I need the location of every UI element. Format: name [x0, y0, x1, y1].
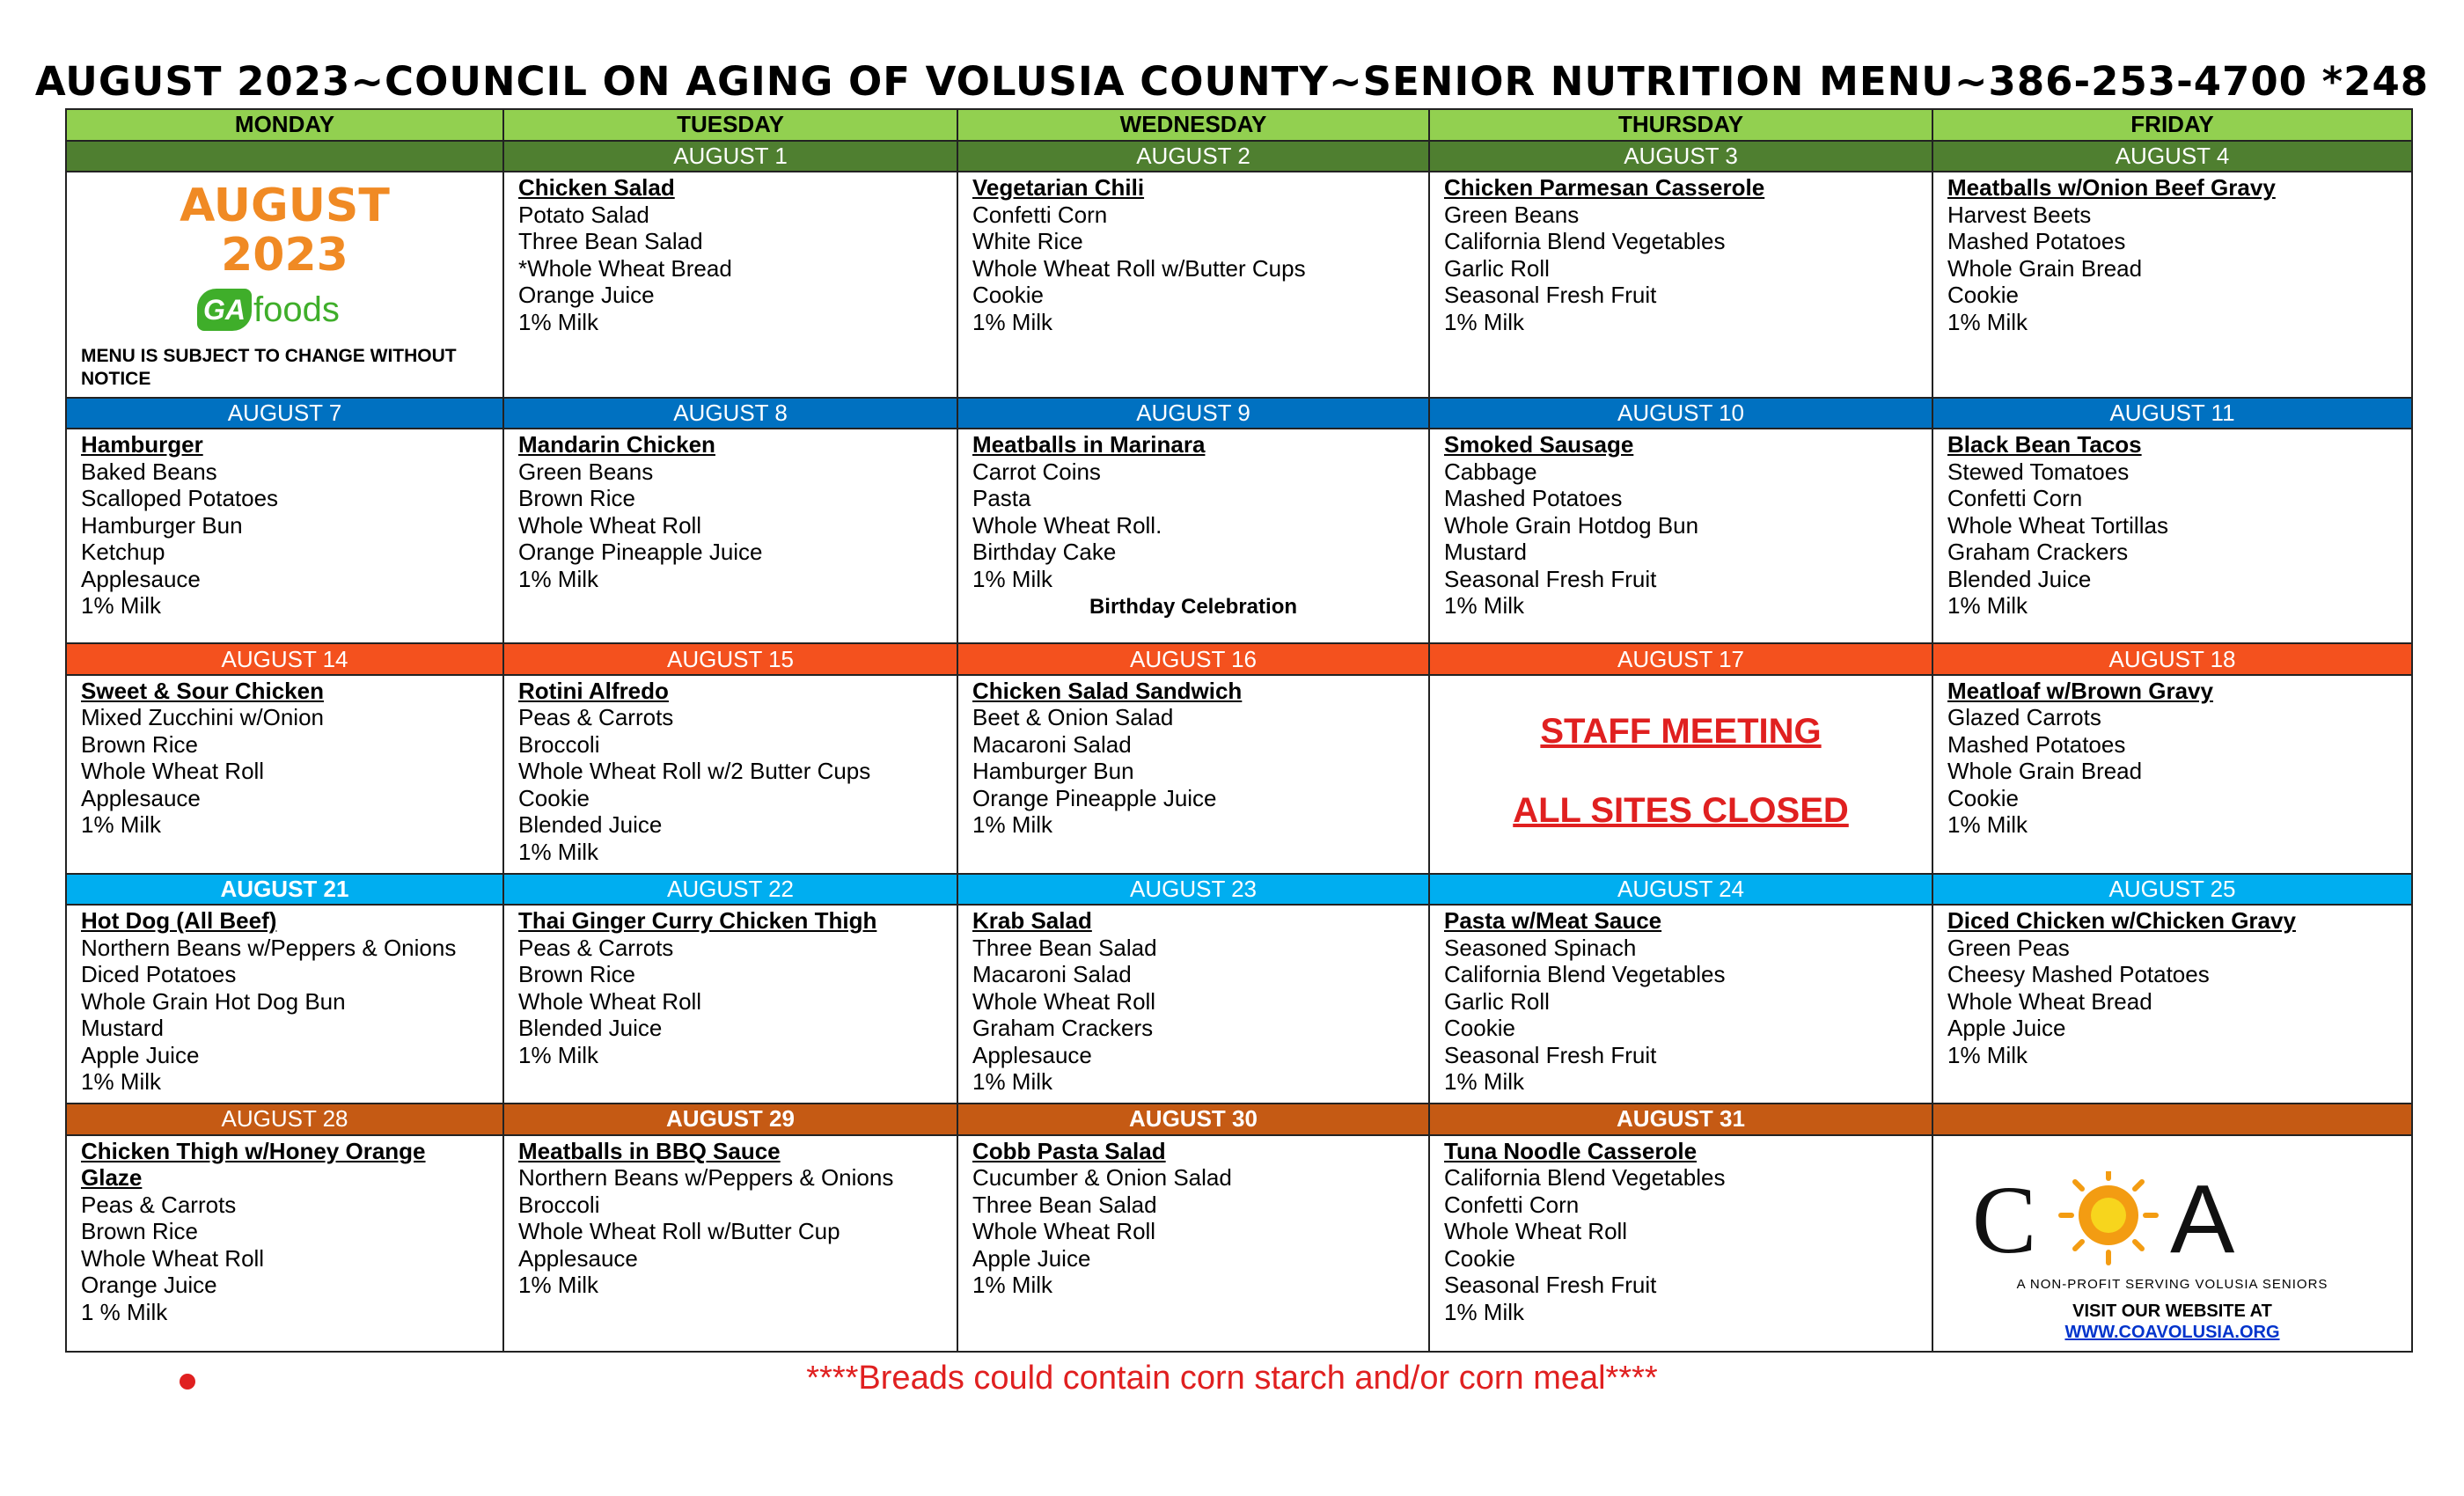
entree-name: Tuna Noodle Casserole [1444, 1137, 1698, 1164]
menu-item: Whole Wheat Roll [1444, 1218, 1628, 1245]
menu-item: Blended Juice [518, 811, 663, 839]
menu-item: Potato Salad [518, 201, 649, 228]
menu-item: Apple Juice [972, 1244, 1091, 1272]
entree-name: Rotini Alfredo [518, 677, 669, 704]
menu-item: 1% Milk [518, 838, 599, 865]
menu-item: 1% Milk [518, 565, 599, 592]
date-cell: AUGUST 28 [66, 1104, 503, 1135]
menu-item: Mixed Zucchini w/Onion [81, 704, 324, 731]
date-cell: AUGUST 15 [503, 643, 957, 675]
menu-item: Whole Wheat Roll [81, 1244, 265, 1272]
menu-item: Three Bean Salad [518, 228, 703, 255]
menu-cell [503, 675, 957, 874]
menu-item: Applesauce [518, 1244, 638, 1272]
change-notice: MENU IS SUBJECT TO CHANGE WITHOUT NOTICE [81, 346, 457, 390]
menu-cell [503, 905, 957, 1104]
menu-item: Brown Rice [81, 1218, 198, 1245]
entree-name: Black Bean Tacos [1947, 431, 2142, 458]
menu-row-week-1 [66, 172, 2412, 397]
menu-item: Whole Wheat Tortillas [1947, 511, 2168, 539]
special-note: Birthday Celebration [1089, 595, 1298, 620]
entree-name: Chicken Thigh w/Honey Orange Glaze [81, 1137, 426, 1192]
coa-tagline: A NON-PROFIT SERVING VOLUSIA SENIORS [2016, 1276, 2328, 1292]
date-cell [66, 141, 503, 172]
menu-item: Glazed Carrots [1947, 704, 2101, 731]
menu-cell [1429, 905, 1932, 1104]
date-row-week-5 [66, 1104, 2412, 1135]
menu-item: Three Bean Salad [972, 934, 1157, 961]
menu-item: Carrot Coins [972, 458, 1101, 485]
menu-row-week-4 [66, 905, 2412, 1104]
menu-item: Stewed Tomatoes [1947, 458, 2130, 485]
menu-item: 1% Milk [1444, 592, 1525, 620]
coa-visit-label: VISIT OUR WEBSITE AT [2072, 1301, 2272, 1321]
menu-item: Cabbage [1444, 458, 1537, 485]
menu-item: White Rice [972, 228, 1083, 255]
menu-item: Seasonal Fresh Fruit [1444, 1041, 1657, 1068]
month-banner [67, 181, 502, 280]
menu-cell [957, 429, 1429, 643]
menu-item: Baked Beans [81, 458, 217, 485]
date-cell [1932, 1104, 2412, 1135]
menu-cell [66, 429, 503, 643]
menu-item: Peas & Carrots [81, 1191, 237, 1218]
menu-item: 1% Milk [972, 1068, 1053, 1096]
weekday-header-row [66, 109, 2412, 141]
date-cell: AUGUST 3 [1429, 141, 1932, 172]
menu-item: 1% Milk [81, 592, 162, 620]
menu-item: Seasonal Fresh Fruit [1444, 1272, 1657, 1299]
menu-item: Seasoned Spinach [1444, 934, 1637, 961]
menu-item: Seasonal Fresh Fruit [1444, 282, 1657, 309]
entree-name: Meatballs w/Onion Beef Gravy [1947, 174, 2276, 202]
date-row-week-3 [66, 643, 2412, 675]
menu-item: 1% Milk [518, 1041, 599, 1068]
menu-item: Brown Rice [518, 485, 635, 512]
menu-item: 1% Milk [518, 308, 599, 335]
menu-item: Orange Juice [518, 282, 655, 309]
page-title: AUGUST 2023~COUNCIL ON AGING OF VOLUSIA COUNTY~SENIOR NUTRITION MENU~386-253-4700 *248 [34, 58, 2430, 105]
menu-cell [957, 172, 1429, 397]
date-cell: AUGUST 30 [957, 1104, 1429, 1135]
date-cell: AUGUST 1 [503, 141, 957, 172]
day-header-monday: MONDAY [66, 109, 503, 141]
menu-item: Whole Wheat Roll [972, 1218, 1156, 1245]
date-cell: AUGUST 29 [503, 1104, 957, 1135]
menu-cell [1429, 429, 1932, 643]
menu-item: 1% Milk [1947, 308, 2028, 335]
day-header-tuesday: TUESDAY [503, 109, 957, 141]
menu-item: Brown Rice [518, 961, 635, 988]
menu-item: Northern Beans w/Peppers & Onions [518, 1164, 894, 1192]
menu-item: Whole Grain Bread [1947, 254, 2143, 282]
menu-item: Green Beans [1444, 201, 1580, 228]
ga-logo-word: foods [253, 290, 340, 330]
date-row-week-1 [66, 141, 2412, 172]
menu-cell [1932, 675, 2412, 874]
coa-website-link[interactable]: WWW.COAVOLUSIA.ORG [2064, 1322, 2280, 1342]
menu-item: Seasonal Fresh Fruit [1444, 565, 1657, 592]
menu-item: 1% Milk [1947, 592, 2028, 620]
entree-name: Thai Ginger Curry Chicken Thigh [518, 907, 877, 935]
menu-item: 1% Milk [1947, 1041, 2028, 1068]
menu-item: 1% Milk [81, 1068, 162, 1096]
menu-item: Diced Potatoes [81, 961, 237, 988]
entree-name: Chicken Parmesan Casserole [1444, 174, 1765, 202]
menu-item: Brown Rice [81, 730, 198, 758]
menu-item: Mashed Potatoes [1947, 730, 2126, 758]
menu-item: Orange Pineapple Juice [972, 784, 1217, 811]
menu-item: Cookie [1444, 1015, 1515, 1042]
menu-row-week-2 [66, 429, 2412, 643]
menu-item: Garlic Roll [1444, 987, 1550, 1015]
menu-item: Mashed Potatoes [1444, 485, 1623, 512]
menu-cell [1429, 1135, 1932, 1352]
entree-name: Smoked Sausage [1444, 431, 1634, 458]
staff-meeting-notice: STAFF MEETING [1540, 711, 1822, 751]
menu-item: 1% Milk [518, 1272, 599, 1299]
menu-item: California Blend Vegetables [1444, 228, 1726, 255]
entree-name: Pasta w/Meat Sauce [1444, 907, 1662, 935]
menu-row-week-5 [66, 1135, 2412, 1352]
menu-item: Cookie [1444, 1244, 1515, 1272]
menu-item: Confetti Corn [1947, 485, 2083, 512]
entree-name: Hamburger [81, 431, 203, 458]
coa-logo [1972, 1171, 2368, 1268]
menu-item: Mustard [1444, 539, 1527, 566]
menu-item: Blended Juice [1947, 565, 2092, 592]
menu-item: Hamburger Bun [972, 758, 1134, 785]
menu-item: Ketchup [81, 539, 165, 566]
menu-item: Confetti Corn [972, 201, 1108, 228]
menu-item: Cheesy Mashed Potatoes [1947, 961, 2210, 988]
entree-name: Mandarin Chicken [518, 431, 715, 458]
menu-item: Whole Grain Bread [1947, 758, 2143, 785]
menu-item: Birthday Cake [972, 539, 1117, 566]
coa-cell [1932, 1135, 2412, 1352]
entree-name: Vegetarian Chili [972, 174, 1145, 202]
menu-item: Broccoli [518, 730, 600, 758]
menu-item: Graham Crackers [972, 1015, 1154, 1042]
menu-item: Whole Wheat Bread [1947, 987, 2152, 1015]
date-cell: AUGUST 10 [1429, 398, 1932, 429]
menu-cell [1932, 905, 2412, 1104]
menu-item: Applesauce [972, 1041, 1092, 1068]
entree-name: Meatballs in BBQ Sauce [518, 1137, 781, 1164]
menu-item: California Blend Vegetables [1444, 1164, 1726, 1192]
footer-note: ****Breads could contain corn starch and/or corn meal**** [806, 1360, 1658, 1397]
menu-item: Whole Wheat Roll w/Butter Cup [518, 1218, 840, 1245]
promo-cell [66, 172, 503, 397]
menu-item: Orange Juice [81, 1272, 217, 1299]
menu-item: California Blend Vegetables [1444, 961, 1726, 988]
entree-name: Hot Dog (All Beef) [81, 907, 277, 935]
menu-item: Harvest Beets [1947, 201, 2092, 228]
entree-name: Diced Chicken w/Chicken Gravy [1947, 907, 2296, 935]
menu-item: Whole Wheat Roll [518, 987, 702, 1015]
menu-cell [957, 1135, 1429, 1352]
menu-cell [503, 1135, 957, 1352]
entree-name: Cobb Pasta Salad [972, 1137, 1166, 1164]
entree-name: Chicken Salad [518, 174, 675, 202]
menu-cell [503, 429, 957, 643]
menu-cell [66, 675, 503, 874]
date-cell: AUGUST 18 [1932, 643, 2412, 675]
date-cell: AUGUST 16 [957, 643, 1429, 675]
menu-item: Northern Beans w/Peppers & Onions [81, 934, 457, 961]
day-header-friday: FRIDAY [1932, 109, 2412, 141]
menu-item: Cucumber & Onion Salad [972, 1164, 1232, 1192]
date-cell: AUGUST 17 [1429, 643, 1932, 675]
menu-item: 1% Milk [1444, 308, 1525, 335]
coa-logo-a: A [2170, 1170, 2235, 1268]
menu-item: Macaroni Salad [972, 730, 1132, 758]
entree-name: Sweet & Sour Chicken [81, 677, 324, 704]
menu-item: Three Bean Salad [972, 1191, 1157, 1218]
menu-item: Applesauce [81, 784, 201, 811]
year-label: 2023 [221, 229, 348, 282]
date-cell: AUGUST 31 [1429, 1104, 1932, 1135]
ga-logo-mark: GA [197, 289, 252, 331]
closed-cell [1429, 675, 1932, 874]
menu-item: 1% Milk [1444, 1298, 1525, 1325]
menu-item: Peas & Carrots [518, 704, 674, 731]
day-header-thursday: THURSDAY [1429, 109, 1932, 141]
menu-item: Peas & Carrots [518, 934, 674, 961]
menu-item: 1% Milk [1444, 1068, 1525, 1096]
menu-cell [503, 172, 957, 397]
menu-item: Whole Grain Hot Dog Bun [81, 987, 346, 1015]
menu-calendar [65, 108, 2413, 1353]
entree-name: Meatballs in Marinara [972, 431, 1206, 458]
menu-item: Cookie [1947, 784, 2019, 811]
menu-item: Hamburger Bun [81, 511, 243, 539]
menu-item: Graham Crackers [1947, 539, 2129, 566]
coa-logo-c: C [1972, 1170, 2037, 1268]
menu-item: Blended Juice [518, 1015, 663, 1042]
date-cell: AUGUST 11 [1932, 398, 2412, 429]
menu-cell [1429, 172, 1932, 397]
menu-item: Orange Pineapple Juice [518, 539, 763, 566]
menu-item: Macaroni Salad [972, 961, 1132, 988]
menu-item: Beet & Onion Salad [972, 704, 1174, 731]
menu-item: Whole Wheat Roll [81, 758, 265, 785]
date-cell: AUGUST 22 [503, 874, 957, 906]
menu-cell [957, 675, 1429, 874]
menu-cell [66, 1135, 503, 1352]
entree-name: Meatloaf w/Brown Gravy [1947, 677, 2213, 704]
menu-item: 1% Milk [81, 811, 162, 839]
date-cell: AUGUST 23 [957, 874, 1429, 906]
menu-item: Whole Wheat Roll [972, 987, 1156, 1015]
menu-item: 1% Milk [972, 308, 1053, 335]
sites-closed-notice: ALL SITES CLOSED [1513, 790, 1849, 830]
menu-item: 1 % Milk [81, 1298, 168, 1325]
day-header-wednesday: WEDNESDAY [957, 109, 1429, 141]
menu-item: Confetti Corn [1444, 1191, 1580, 1218]
menu-item: Applesauce [81, 565, 201, 592]
date-cell: AUGUST 14 [66, 643, 503, 675]
menu-item: Apple Juice [1947, 1015, 2066, 1042]
menu-item: Pasta [972, 485, 1031, 512]
date-cell: AUGUST 25 [1932, 874, 2412, 906]
menu-item: Green Peas [1947, 934, 2070, 961]
menu-row-week-3 [66, 675, 2412, 874]
date-cell: AUGUST 4 [1932, 141, 2412, 172]
date-cell: AUGUST 24 [1429, 874, 1932, 906]
menu-item: 1% Milk [1947, 811, 2028, 839]
menu-item: Mashed Potatoes [1947, 228, 2126, 255]
entree-name: Chicken Salad Sandwich [972, 677, 1243, 704]
menu-cell [957, 905, 1429, 1104]
month-label: AUGUST [180, 180, 390, 233]
menu-item: Cookie [972, 282, 1044, 309]
date-cell: AUGUST 21 [66, 874, 503, 906]
date-cell: AUGUST 2 [957, 141, 1429, 172]
menu-item: Whole Wheat Roll [518, 511, 702, 539]
date-cell: AUGUST 9 [957, 398, 1429, 429]
menu-cell [1932, 172, 2412, 397]
menu-item: 1% Milk [972, 1272, 1053, 1299]
menu-item: Garlic Roll [1444, 254, 1550, 282]
menu-item: Whole Grain Hotdog Bun [1444, 511, 1699, 539]
menu-item: Green Beans [518, 458, 654, 485]
menu-item: Whole Wheat Roll w/2 Butter Cups [518, 758, 871, 785]
menu-cell [66, 905, 503, 1104]
date-cell: AUGUST 7 [66, 398, 503, 429]
menu-item: Mustard [81, 1015, 164, 1042]
menu-cell [1932, 429, 2412, 643]
ga-foods-logo [197, 289, 373, 331]
menu-item: Whole Wheat Roll w/Butter Cups [972, 254, 1306, 282]
sun-icon [2061, 1171, 2156, 1263]
menu-item: Cookie [1947, 282, 2019, 309]
menu-item: Broccoli [518, 1191, 600, 1218]
entree-name: Krab Salad [972, 907, 1092, 935]
menu-item: 1% Milk [972, 565, 1053, 592]
menu-item: 1% Milk [972, 811, 1053, 839]
menu-item: Whole Wheat Roll. [972, 511, 1162, 539]
date-row-week-4 [66, 874, 2412, 906]
menu-item: Scalloped Potatoes [81, 485, 279, 512]
date-row-week-2 [66, 398, 2412, 429]
menu-item: Apple Juice [81, 1041, 200, 1068]
menu-item: *Whole Wheat Bread [518, 254, 732, 282]
menu-item: Cookie [518, 784, 590, 811]
date-cell: AUGUST 8 [503, 398, 957, 429]
